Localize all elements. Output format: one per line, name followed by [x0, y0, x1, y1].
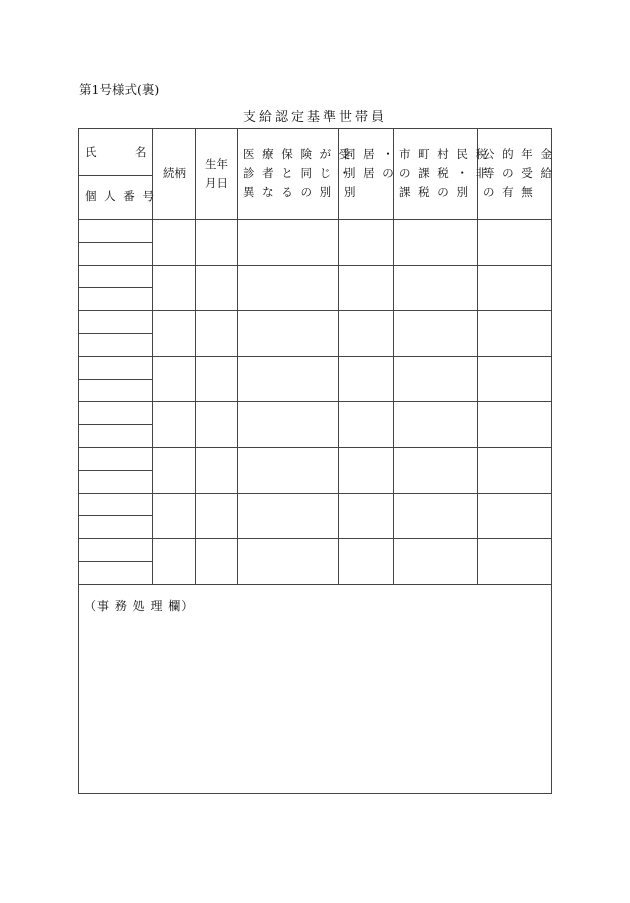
- id-number-cell[interactable]: [79, 379, 152, 402]
- header-birth-date: 生年 月日: [205, 157, 228, 190]
- name-cell[interactable]: [79, 447, 152, 470]
- residence-cell[interactable]: [338, 538, 393, 584]
- pension-cell[interactable]: [477, 356, 551, 402]
- pension-cell[interactable]: [477, 219, 551, 265]
- header-relationship: 続柄: [163, 166, 186, 180]
- tax-cell[interactable]: [393, 310, 477, 356]
- pension-cell[interactable]: [477, 265, 551, 311]
- header-pension: 公 的 年 金 等 の 受 給 の 有 無: [483, 147, 554, 199]
- residence-cell[interactable]: [338, 401, 393, 447]
- id-number-cell[interactable]: [79, 424, 152, 447]
- pension-cell[interactable]: [477, 538, 551, 584]
- name-cell[interactable]: [79, 401, 152, 424]
- id-number-cell[interactable]: [79, 561, 152, 584]
- birth-date-cell[interactable]: [195, 356, 237, 402]
- tax-cell[interactable]: [393, 219, 477, 265]
- relationship-cell[interactable]: [152, 401, 195, 447]
- insurance-cell[interactable]: [237, 219, 338, 265]
- relationship-cell[interactable]: [152, 493, 195, 539]
- tax-cell[interactable]: [393, 493, 477, 539]
- pension-cell[interactable]: [477, 493, 551, 539]
- id-number-cell[interactable]: [79, 470, 152, 493]
- header-name: 氏 名: [85, 145, 148, 159]
- name-cell[interactable]: [79, 310, 152, 333]
- residence-cell[interactable]: [338, 447, 393, 493]
- relationship-cell[interactable]: [152, 538, 195, 584]
- household-members-table: [78, 128, 552, 794]
- remarks-area[interactable]: [79, 615, 551, 791]
- insurance-cell[interactable]: [237, 265, 338, 311]
- tax-cell[interactable]: [393, 401, 477, 447]
- birth-date-cell[interactable]: [195, 538, 237, 584]
- form-number-label: 第1号様式(裏): [79, 82, 160, 97]
- pension-cell[interactable]: [477, 401, 551, 447]
- residence-cell[interactable]: [338, 219, 393, 265]
- residence-cell[interactable]: [338, 310, 393, 356]
- insurance-cell[interactable]: [237, 310, 338, 356]
- insurance-cell[interactable]: [237, 493, 338, 539]
- tax-cell[interactable]: [393, 265, 477, 311]
- header-insurance: 医 療 保 険 が 受 診 者 と 同 じ ・ 異 な る の 別: [243, 147, 353, 199]
- residence-cell[interactable]: [338, 356, 393, 402]
- tax-cell[interactable]: [393, 538, 477, 584]
- name-cell[interactable]: [79, 538, 152, 561]
- relationship-cell[interactable]: [152, 310, 195, 356]
- birth-date-cell[interactable]: [195, 401, 237, 447]
- insurance-cell[interactable]: [237, 401, 338, 447]
- id-number-cell[interactable]: [79, 242, 152, 265]
- relationship-cell[interactable]: [152, 219, 195, 265]
- insurance-cell[interactable]: [237, 356, 338, 402]
- name-cell[interactable]: [79, 356, 152, 379]
- header-tax: 市 町 村 民 税 の 課 税 ・ 非 課 税 の 別: [399, 147, 490, 199]
- birth-date-cell[interactable]: [195, 447, 237, 493]
- row-bottom-line: [79, 584, 551, 585]
- header-id-number: 個 人 番 号: [85, 189, 156, 203]
- id-number-cell[interactable]: [79, 515, 152, 538]
- pension-cell[interactable]: [477, 447, 551, 493]
- header-residence: 同 居 ・ 別 居 の 別: [344, 147, 396, 199]
- relationship-cell[interactable]: [152, 265, 195, 311]
- form-title: 支給認定基準世帯員: [242, 110, 387, 125]
- birth-date-cell[interactable]: [195, 493, 237, 539]
- pension-cell[interactable]: [477, 310, 551, 356]
- insurance-cell[interactable]: [237, 538, 338, 584]
- relationship-cell[interactable]: [152, 447, 195, 493]
- birth-date-cell[interactable]: [195, 265, 237, 311]
- remarks-label: （事 務 処 理 欄）: [84, 599, 195, 613]
- header-split-line: [79, 175, 152, 176]
- tax-cell[interactable]: [393, 356, 477, 402]
- residence-cell[interactable]: [338, 493, 393, 539]
- id-number-cell[interactable]: [79, 333, 152, 356]
- relationship-cell[interactable]: [152, 356, 195, 402]
- tax-cell[interactable]: [393, 447, 477, 493]
- id-number-cell[interactable]: [79, 287, 152, 310]
- name-cell[interactable]: [79, 493, 152, 516]
- insurance-cell[interactable]: [237, 447, 338, 493]
- birth-date-cell[interactable]: [195, 219, 237, 265]
- name-cell[interactable]: [79, 219, 152, 242]
- birth-date-cell[interactable]: [195, 310, 237, 356]
- name-cell[interactable]: [79, 265, 152, 288]
- residence-cell[interactable]: [338, 265, 393, 311]
